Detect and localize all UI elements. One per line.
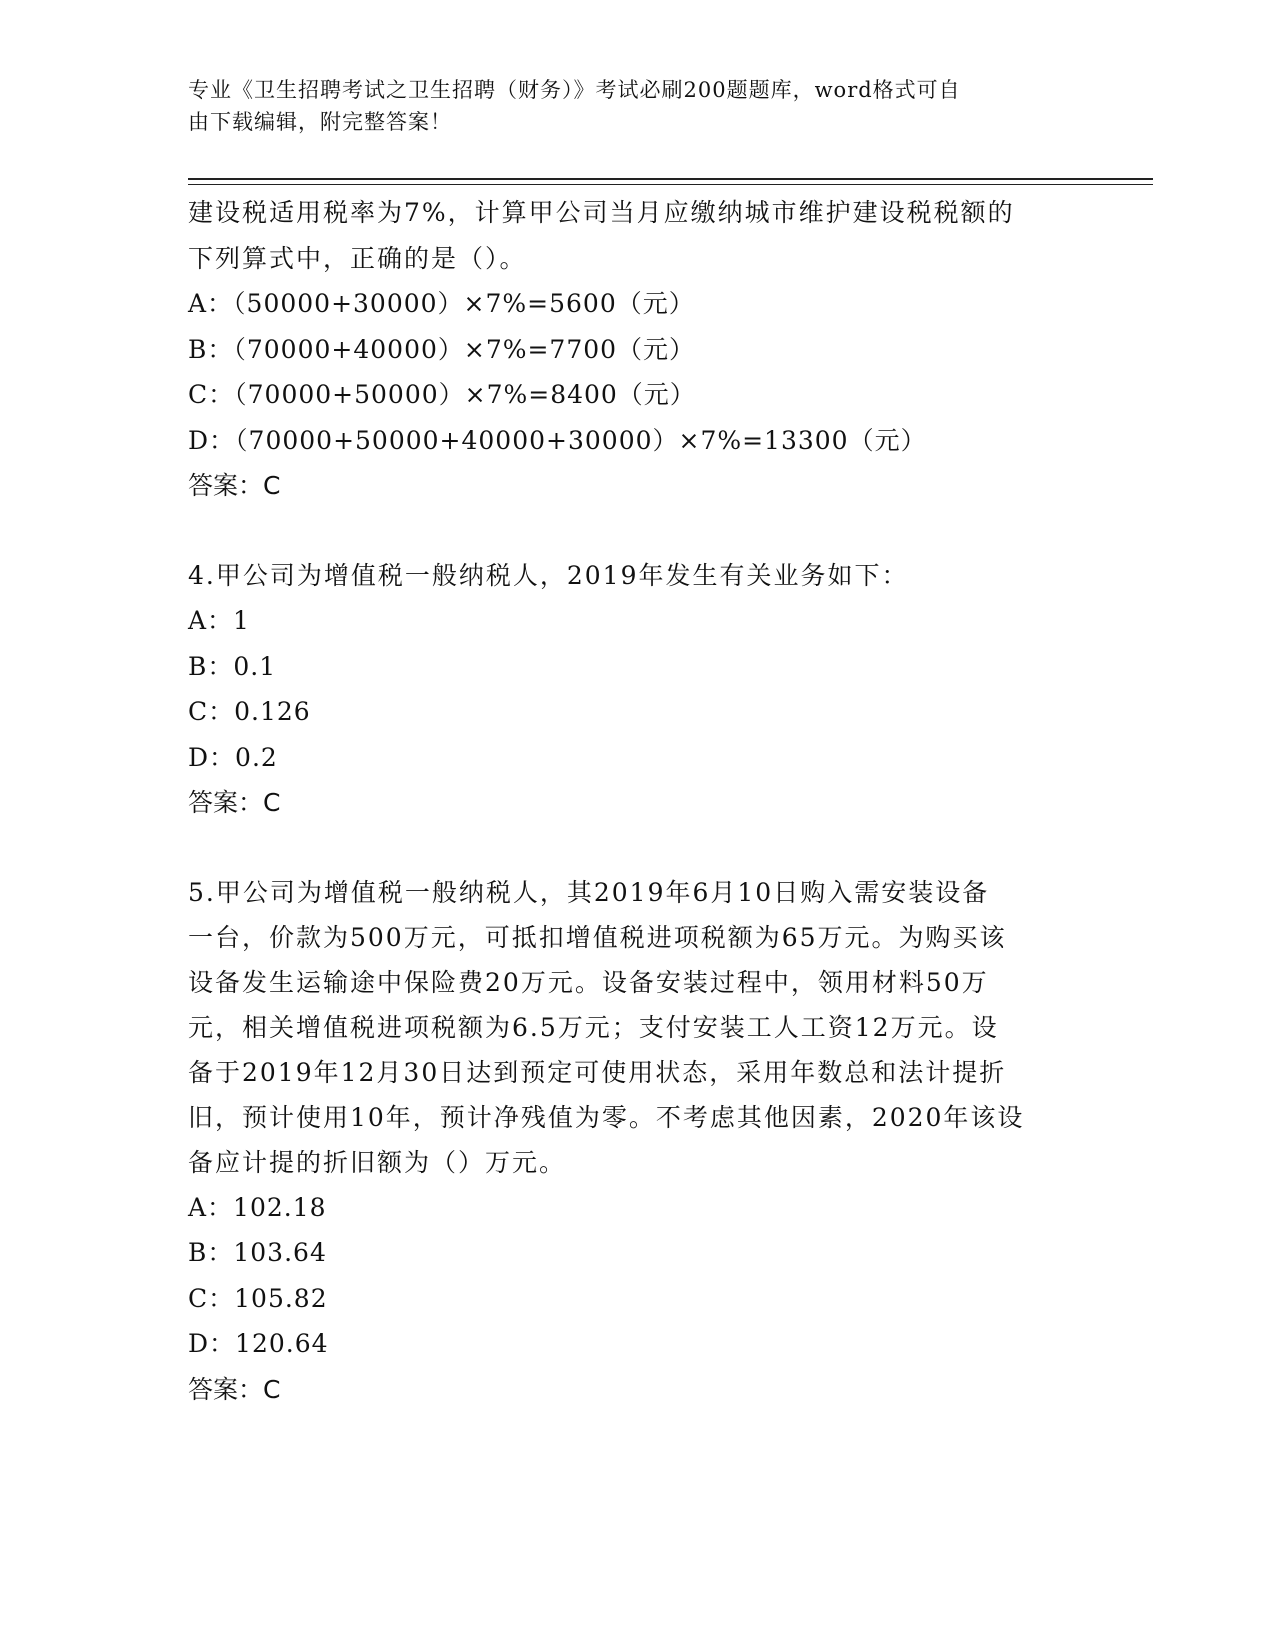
- question-stem-line: 备于2019年12月30日达到预定可使用状态，采用年数总和法计提折: [188, 1057, 1007, 1087]
- question-stem-line: 设备发生运输途中保险费20万元。设备安装过程中，领用材料50万: [188, 967, 989, 997]
- answer: 答案：C: [188, 788, 281, 817]
- header-divider-thin: [188, 184, 1153, 185]
- question-stem-line: 元，相关增值税进项税额为6.5万元；支付安装工人工资12万元。设: [188, 1012, 999, 1042]
- question-stem-line: 备应计提的折旧额为（）万元。: [188, 1147, 567, 1177]
- header-line-1: 专业《卫生招聘考试之卫生招聘（财务）》考试必刷200题题库，word格式可自: [188, 78, 961, 102]
- option-a: A：102.18: [188, 1192, 327, 1222]
- question-5: [188, 870, 1088, 1413]
- option-d: D：0.2: [188, 742, 278, 772]
- option-d: D：（70000+50000+40000+30000）×7%=13300（元）: [188, 425, 927, 455]
- option-c: C：0.126: [188, 697, 311, 726]
- question-stem-line: 旧，预计使用10年，预计净残值为零。不考虑其他因素，2020年该设: [188, 1102, 1025, 1132]
- header-line-2: 由下载编辑，附完整答案！: [188, 110, 452, 134]
- question-stem-line: 一台，价款为500万元，可抵扣增值税进项税额为65万元。为购买该: [188, 922, 1007, 952]
- question-3: [188, 190, 1088, 509]
- option-d: D：120.64: [188, 1329, 329, 1358]
- answer: 答案：C: [188, 1374, 281, 1404]
- option-b: B：（70000+40000）×7%=7700（元）: [188, 334, 696, 364]
- option-b: B：103.64: [188, 1238, 327, 1267]
- header-divider-thick: [188, 178, 1153, 180]
- question-stem-line: 5.甲公司为增值税一般纳税人，其2019年6月10日购入需安装设备: [188, 877, 990, 907]
- option-a: A：1: [188, 606, 250, 635]
- option-c: C：105.82: [188, 1283, 328, 1313]
- question-stem-line: 4.甲公司为增值税一般纳税人，2019年发生有关业务如下：: [188, 560, 909, 590]
- question-stem-line: 建设税适用税率为7%，计算甲公司当月应缴纳城市维护建设税税额的: [188, 198, 1015, 227]
- answer: 答案：C: [188, 471, 281, 500]
- question-4: [188, 553, 1088, 826]
- option-c: C：（70000+50000）×7%=8400（元）: [188, 380, 696, 409]
- document-header: [188, 74, 1068, 138]
- option-b: B：0.1: [188, 651, 277, 681]
- option-a: A：（50000+30000）×7%=5600（元）: [188, 289, 695, 318]
- question-stem-line: 下列算式中，正确的是（）。: [188, 243, 527, 273]
- document-body: [188, 190, 1088, 1412]
